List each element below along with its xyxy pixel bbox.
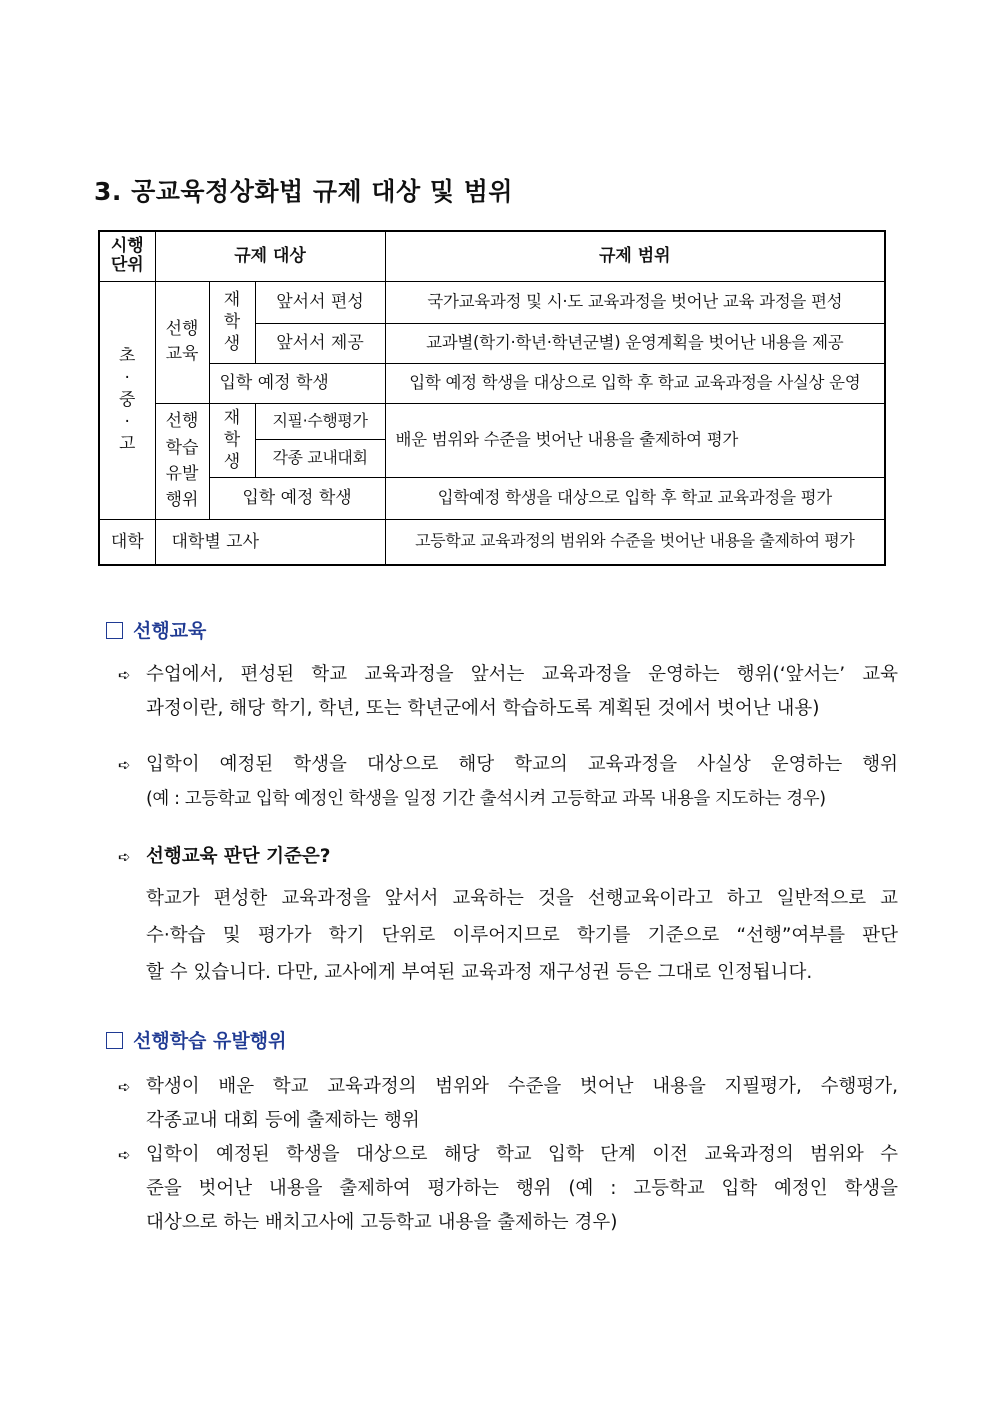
row5-sub: 각종 교내대회: [255, 439, 385, 477]
list-item: [118, 1070, 898, 1138]
item-line: 수업에서, 편성된 학교 교육과정을 앞서는 교육과정을 운영하는 행위(‘앞서는’ 교육: [146, 664, 898, 685]
table-row: [99, 281, 885, 323]
header-range: 규제 범위: [385, 231, 885, 281]
paragraph-line: 학교가 편성한 교육과정을 앞서서 교육하는 것을 선행교육이라고 하고 일반적으로 교: [146, 888, 898, 909]
row45-range: 배운 범위와 수준을 벗어난 내용을 출제하여 평가: [385, 403, 885, 477]
arrow-bullet-icon: ➪: [118, 1078, 131, 1096]
table-row: [99, 519, 885, 565]
row3-sub: 입학 예정 학생: [209, 363, 385, 403]
item-line: 입학이 예정된 학생을 대상으로 해당 학교의 교육과정을 사실상 운영하는 행위: [146, 754, 898, 775]
school-level-cell: 초 · 중 · 고: [99, 281, 155, 519]
table-header-row: [99, 231, 885, 281]
row2-range: 교과별(학기·학년·학년군별) 운영계획을 벗어난 내용을 제공: [385, 323, 885, 363]
table-row: [99, 403, 885, 439]
regulation-table: [98, 230, 886, 566]
paragraph-line: 할 수 있습니다. 다만, 교사에게 부여된 교육과정 재구성권 등은 그대로 인정됩니다.: [146, 962, 813, 983]
enrolled-cell: 재 학 생: [209, 281, 255, 363]
row1-range: 국가교육과정 및 시·도 교육과정을 벗어난 교육 과정을 편성: [385, 281, 885, 323]
row6-range: 입학예정 학생을 대상으로 입학 후 학교 교육과정을 평가: [385, 477, 885, 519]
prior-inducing-cell: 선행 학습 유발 행위: [155, 403, 209, 519]
criteria-heading-text: 선행교육 판단 기준은?: [146, 846, 331, 867]
header-target: 규제 대상: [155, 231, 385, 281]
item-line: 학생이 배운 학교 교육과정의 범위와 수준을 벗어난 내용을 지필평가, 수행평가,: [146, 1076, 898, 1097]
row6-sub: 입학 예정 학생: [209, 477, 385, 519]
header-unit: 시행 단위: [99, 231, 155, 281]
row3-range: 입학 예정 학생을 대상으로 입학 후 학교 교육과정을 사실상 운영: [385, 363, 885, 403]
arrow-bullet-icon: ➪: [118, 1146, 131, 1164]
enrolled-cell-2: 재 학 생: [209, 403, 255, 477]
item-line: 각종교내 대회 등에 출제하는 행위: [146, 1110, 420, 1131]
item-line: 대상으로 하는 배치고사에 고등학교 내용을 출제하는 경우): [146, 1212, 618, 1233]
row2-sub: 앞서서 제공: [255, 323, 385, 363]
item-line: 준을 벗어난 내용을 출제하여 평가하는 행위 (예 : 고등학교 입학 예정인 학생을: [146, 1178, 898, 1199]
section-heading-text: 선행학습 유발행위: [133, 1030, 287, 1052]
checkbox-square-icon: [106, 622, 123, 639]
paragraph-line: 수·학습 및 평가가 학기 단위로 이루어지므로 학기를 기준으로 “선행”여부를 판단: [146, 925, 898, 946]
section-heading-text: 선행교육: [133, 620, 207, 642]
list-item: [118, 1138, 898, 1240]
univ-sub: 대학별 고사: [155, 519, 385, 565]
criteria-heading: [118, 840, 898, 874]
arrow-bullet-icon: ➪: [118, 848, 131, 866]
item-line: 입학이 예정된 학생을 대상으로 해당 학교 입학 단계 이전 교육과정의 범위와 수: [146, 1144, 898, 1165]
arrow-bullet-icon: ➪: [118, 666, 131, 684]
univ-range: 고등학교 교육과정의 범위와 수준을 벗어난 내용을 출제하여 평가: [385, 519, 885, 565]
list-item: [118, 658, 898, 726]
row4-sub: 지필·수행평가: [255, 403, 385, 439]
checkbox-square-icon: [106, 1032, 123, 1049]
page-title: 3. 공교육정상화법 규제 대상 및 범위: [94, 177, 514, 206]
table-row: [99, 477, 885, 519]
univ-unit: 대학: [99, 519, 155, 565]
item-line: 과정이란, 해당 학기, 학년, 또는 학년군에서 학습하도록 계획된 것에서 벗어난 내용): [146, 698, 820, 719]
arrow-bullet-icon: ➪: [118, 756, 131, 774]
row1-sub: 앞서서 편성: [255, 281, 385, 323]
table-row: [99, 363, 885, 403]
item-line: (예 : 고등학교 입학 예정인 학생을 일정 기간 출석시켜 고등학교 과목 내용을 지도하는 경우): [146, 789, 826, 809]
section-heading-prior-inducing: [106, 1026, 286, 1053]
list-item: [118, 748, 898, 816]
criteria-paragraph: [146, 880, 898, 991]
section-heading-prior-education: [106, 616, 206, 643]
prior-education-cell: 선행 교육: [155, 281, 209, 403]
